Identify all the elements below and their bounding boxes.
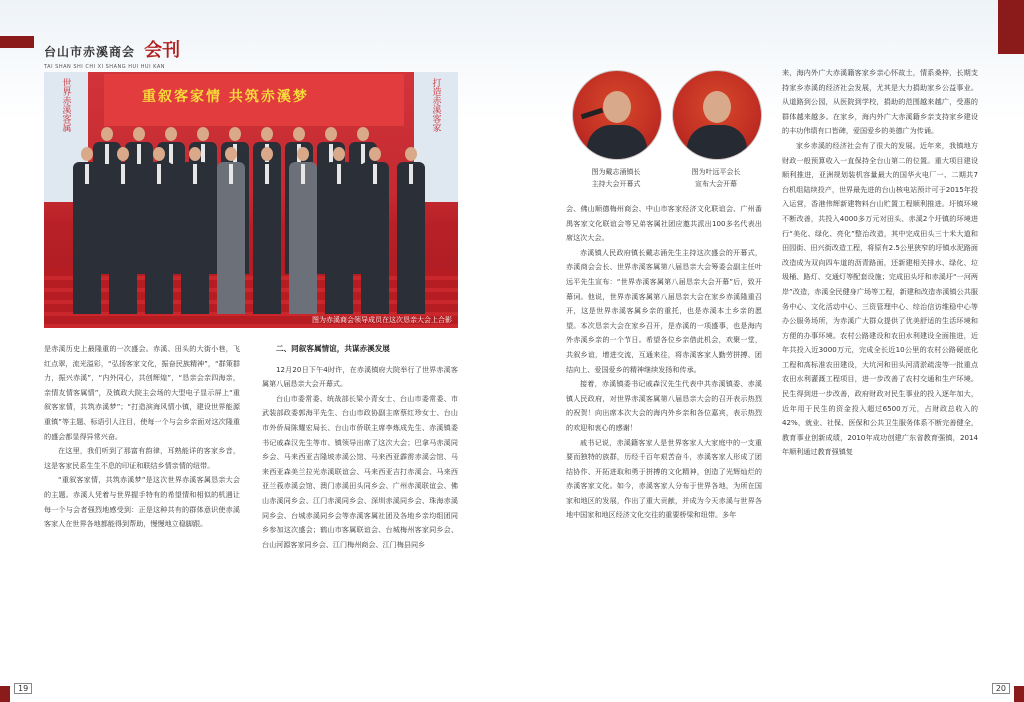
corner-accent — [0, 686, 10, 702]
paragraph: 是赤溪历史上最隆重的一次盛会。赤溪、田头的大街小巷，飞红点翠，流光溢彩，“弘扬客家文化，振奋民族精神”，“群策群力，振兴赤溪”，“内外同心，共创辉煌”，“恳亲会亲四海亲，亲情友情客属情”，及镇政大院主会场的大型电子显示屏上“重叙客家情，共筑赤溪梦”；“打造滨海风情小镇，建设世界能源重镇”等主题、标语引人注目，使每一个与会乡亲面对这次隆重的盛会都显得异常兴奋。 — [44, 344, 240, 441]
paragraph: 会、佛山顺德梅州商会、中山市客家经济文化联谊会、广州番禺客家文化联谊会等兄弟客属社团应邀共派出100多名代表出席这次大会。 — [566, 204, 762, 243]
caption-line: 图为戴志涌镇长 — [591, 168, 641, 176]
person-figure — [180, 147, 210, 314]
left-column-1 — [44, 342, 240, 532]
person-figure — [144, 147, 174, 314]
person-figure — [288, 147, 318, 314]
caption-line: 图为叶远平会长 — [691, 168, 741, 176]
paragraph: 家乡赤溪的经济社会有了很大的发展。近年来，我镇地方财政一般预算收入一直保持全台山第二的位置。重大项目建设顺利推进，亚洲规划装机容量最大的国华火电厂一、二期共7台机组陆续投产，世界最先进的台山核电站预计可于2015年投入运营，香港伟辉新建物料台山贮置工程顺利推进。圩镇环境不断改善，共投入4000多万元对田头、赤溪2个圩镇的环境进行“美化、绿化、亮化”整治改造，其中完成田头三十米大道和田园街、田兴街改造工程，将原有2.5公里狭窄的圩镇水泥路面改造成为双向四车道的沥青路面，还新建相关排水、绿化、垃圾桶、路灯、交通灯等配套设施；完成田头圩和赤溪圩“一河两岸”改造，赤溪全民健身广场等工程，新建和改造赤溪镇公共服务中心、文化活动中心、三资管理中心、综治信访维稳中心等办公服务场所，为赤溪广大群众提供了优美舒适的生活环境和方便的办事环境。农村公路建设和农田水利建设全面推进，近年共投入近3000万元，完成全长近10公里的农村公路硬底化工程和高标准农田建设，大坑河和田头河清淤疏浚等一批重点农田水利灌溉工程项目，进一步改善了农村交通和生产环境。民生得到进一步改善，政府财政对民生事业的投入逐年加大，近年用于民生的资金投入超过6500万元，占财政总收入的42%，就业、社保、医保和公共卫生服务体系不断完善健全，教育事业创新成绩，2010年成功创建广东省教育强镇，2014年顺利通过教育强镇复 — [782, 140, 978, 457]
group-photo — [44, 72, 458, 328]
caption-line: 宣布大会开幕 — [695, 180, 737, 188]
section-heading: 二、同叙客属情谊，共谋赤溪发展 — [276, 344, 390, 353]
person-figure — [324, 147, 354, 314]
paragraph: “重叙客家情，共筑赤溪梦”是这次世界赤溪客属恳亲大会的主题。赤溪人凭着与世界握手特有的希望情和相似的机遇让每一个与会者强烈地感受到：正是这种共有的群体意识使赤溪客家人在世界各地都能得到帮助，慢慢地立稳脚跟。 — [44, 475, 240, 529]
person-figure — [216, 147, 246, 314]
paragraph: 赤溪镇人民政府镇长戴志涌先生主持这次盛会的开幕式，赤溪商会会长、世界赤溪客属第八届恳亲大会筹委会副主任叶远平先生宣布：“世界赤溪客属第八届恳亲大会开幕”后，致开幕词。他说，世界赤溪客属第八届恳亲大会在家乡赤溪隆重召开，这是世界赤溪客属乡亲的重托，也是赤溪本土乡亲的愿望。本次恳亲大会在家乡召开，是赤溪的一项盛事，也是海内外赤溪乡亲的一个节日。希望各位乡亲借此机会，欢聚一堂，共叙乡谊，增进交流，互通来往，将赤溪客家人勤劳拼搏、团结向上、爱国爱乡的精神继续发扬和传承。 — [566, 247, 762, 374]
pillar-right-text: 打造赤溪客家 — [430, 78, 441, 132]
paragraph: 在这里，我们听到了那富有韵律，耳熟能详的客家乡音，这是客家民系生生不息的印证和联结乡情亲情的纽带。 — [44, 446, 240, 470]
paragraph: 台山市委常委、统战部长梁小青女士、台山市委常委、市武装部政委郭海平先生、台山市政协副主席蔡红珍女士、台山市外侨局陈耀宏局长、台山市侨联主席李炼成先生、赤溪镇委书记戚森汉先生等市、镇领导出席了这次大会；巴拿马赤溪同乡会、马来西亚吉隆坡赤溪公馆、马来西亚霹雳赤溪会馆、马来西亚森美兰拉光赤溪联谊会、马来西亚吉打赤溪会、马来西亚兰莪赤溪会馆、澳门赤溪田头同乡会、广州赤溪联谊会、佛山赤溪同乡会、江门赤溪同乡会、深圳赤溪同乡会、珠海赤溪同乡会、台城赤溪同乡会等赤溪客属社团及各地乡亲均组团同乡参加这次盛会；鹤山市客属联谊会、台城梅州客家同乡会、台山河源客家同乡会、江门梅州商会、江门梅县同乡 — [262, 393, 458, 549]
group-of-people — [52, 124, 452, 314]
pillar-left-text: 世界赤溪客属 — [60, 78, 71, 132]
right-column-2 — [782, 66, 978, 460]
page-number-right: 20 — [992, 683, 1010, 694]
caption-line: 主持大会开幕式 — [591, 180, 641, 188]
masthead — [44, 36, 344, 70]
person-figure — [252, 147, 282, 314]
masthead-logo-script: 会刊 — [144, 40, 181, 61]
portrait-caption-1 — [566, 166, 666, 190]
paragraph: 接着，赤溪镇委书记戚森汉先生代表中共赤溪镇委、赤溪镇人民政府，对世界赤溪客属第八届恳亲大会的召开表示热烈的祝贺！向出席本次大会的海内外乡亲和各位嘉宾，表示热烈的欢迎和衷心的感谢！ — [566, 379, 762, 432]
paragraph: 来，海内外广大赤溪籍客家乡亲心怀故土，情系桑梓，长期支持家乡赤溪的经济社会发展，尤其是大力捐助家乡公益事业。从道路到公园，从医院到学校，捐助的范围越来越广，受惠的群体越来越多。在家乡，海内外广大赤溪籍乡亲支持家乡建设的丰功伟绩有口皆碑，爱国爱乡的美德广为传诵。 — [782, 68, 978, 136]
right-page — [512, 0, 1024, 702]
portrait-town-mayor — [572, 70, 662, 160]
masthead-subtitle: TAI SHAN SHI CHI XI SHANG HUI HUI KAN — [44, 64, 166, 70]
paragraph: 12月20日下午4时许，在赤溪镇府大院举行了世界赤溪客属第八届恳亲大会开幕式。 — [262, 364, 458, 389]
person-figure — [360, 147, 390, 314]
photo-caption: 图为赤溪商会领导成员在这次恳亲大会上合影 — [312, 316, 452, 324]
left-column-2 — [262, 342, 458, 552]
person-figure — [72, 147, 102, 314]
photo-banner: 重叙客家情 共筑赤溪梦 — [142, 89, 309, 105]
masthead-title: 台山市赤溪商会 — [44, 45, 136, 59]
corner-accent — [1014, 686, 1024, 702]
right-column-1 — [566, 202, 762, 523]
person-figure — [108, 147, 138, 314]
accent-bar — [0, 36, 34, 48]
portrait-caption-2 — [666, 166, 766, 190]
page-number-left: 19 — [14, 683, 32, 694]
corner-accent-top — [998, 0, 1024, 54]
paragraph: 戚书记说，赤溪籍客家人是世界客家人大家庭中的一支重要而独特的族群，历经千百年艰苦奋斗，赤溪客家人形成了团结协作、开拓进取和勇于拼搏的文化精神，创造了光辉灿烂的赤溪客家文化。如今，赤溪客家人分布于世界各地，为所在国家和地区的发展，作出了重大贡献，并成为今天赤溪与世界各地中国家和地区经济文化交往的重要桥梁和纽带。多年 — [566, 437, 762, 520]
portrait-chamber-president — [672, 70, 762, 160]
person-figure — [396, 147, 426, 314]
